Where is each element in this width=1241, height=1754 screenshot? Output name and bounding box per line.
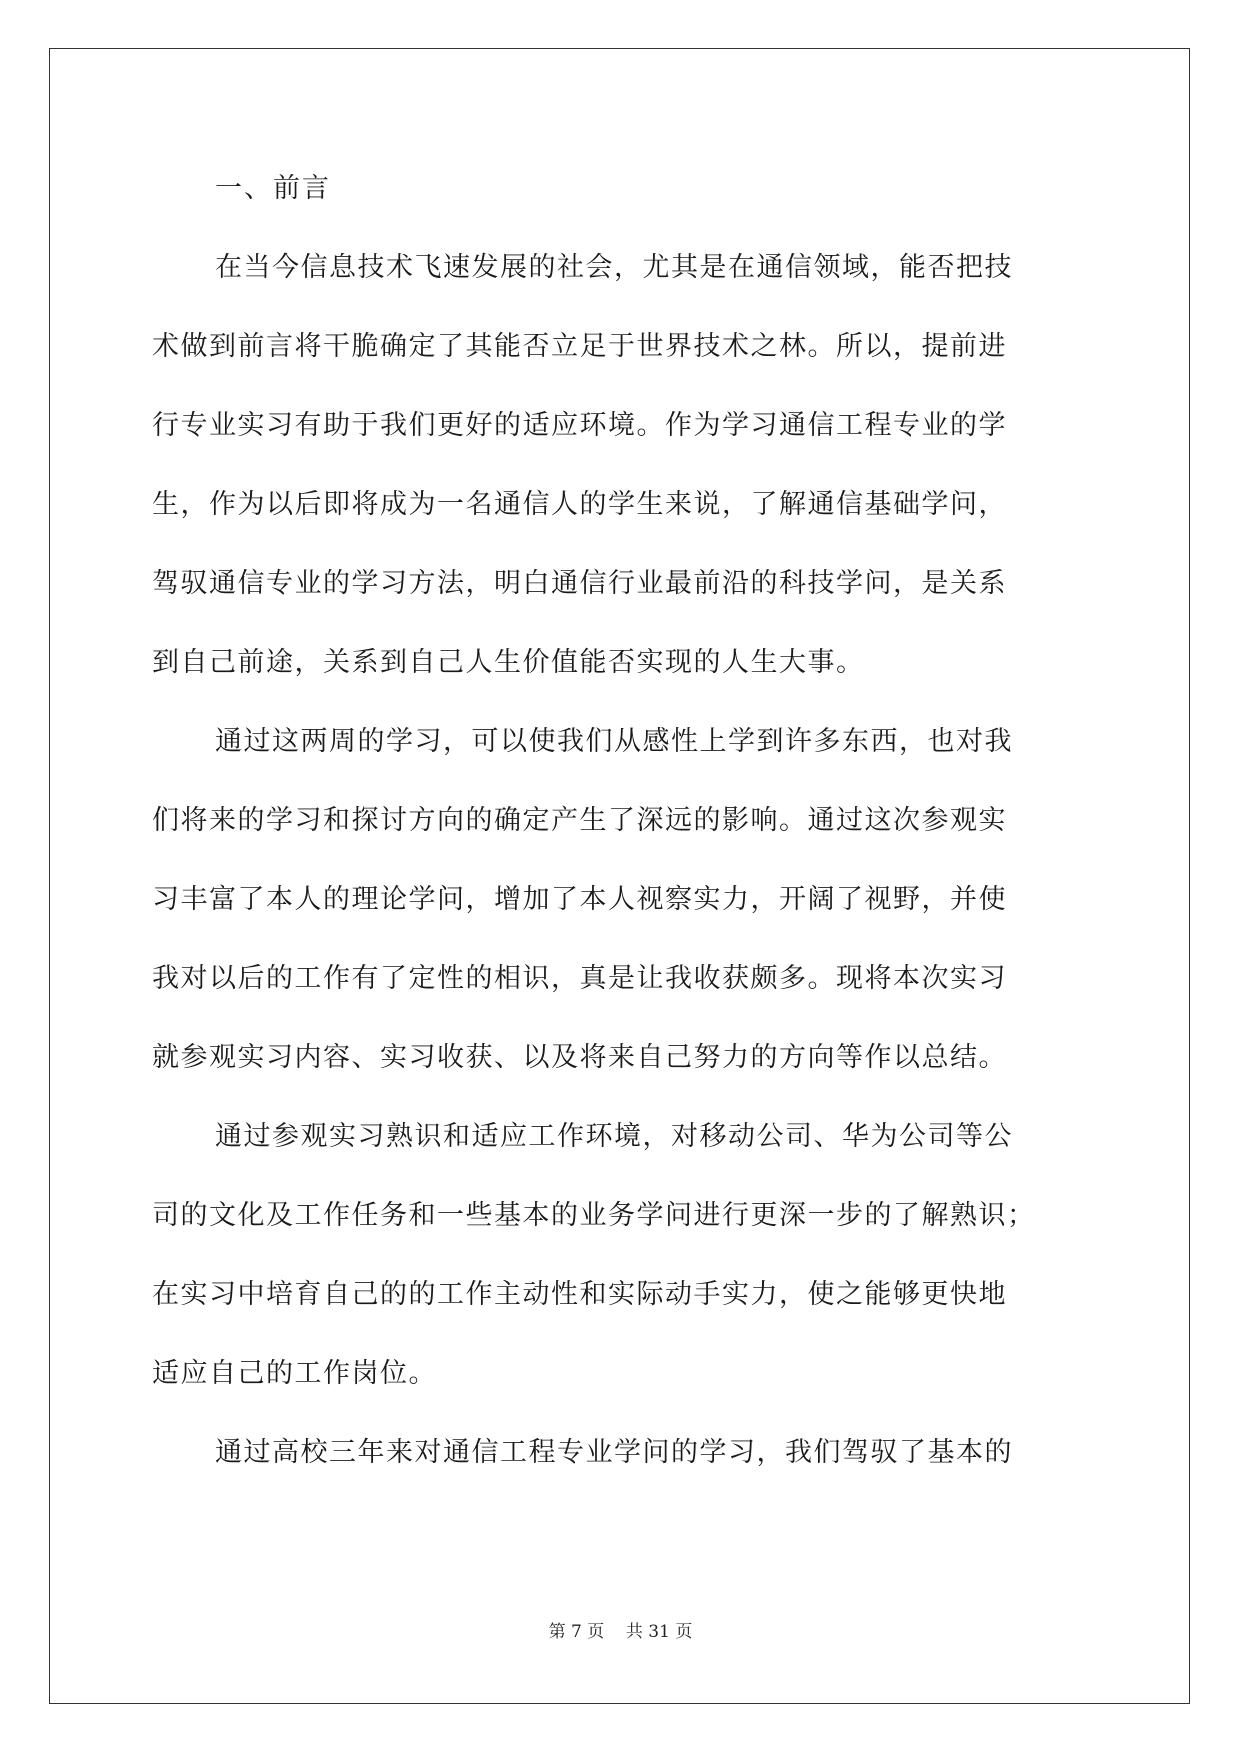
paragraph-line: 生，作为以后即将成为一名通信人的学生来说，了解通信基础学问，	[152, 489, 1007, 520]
paragraph-line: 驾驭通信专业的学习方法，明白通信行业最前沿的科技学问，是关系	[152, 568, 1007, 599]
paragraph-line: 行专业实习有助于我们更好的适应环境。作为学习通信工程专业的学	[152, 410, 1007, 441]
page-footer: 第 7 页 共 31 页	[548, 1622, 693, 1642]
paragraph-line: 术做到前言将干脆确定了其能否立足于世界技术之林。所以，提前进	[152, 331, 1007, 362]
paragraph-line: 通过高校三年来对通信工程专业学问的学习，我们驾驭了基本的	[215, 1437, 1013, 1468]
paragraph-line: 在当今信息技术飞速发展的社会，尤其是在通信领域，能否把技	[215, 252, 1013, 283]
document-body	[152, 170, 1092, 1513]
paragraph-line: 们将来的学习和探讨方向的确定产生了深远的影响。通过这次参观实	[152, 805, 1007, 836]
paragraph-line: 我对以后的工作有了定性的相识，真是让我收获颇多。现将本次实习	[152, 963, 1007, 994]
paragraph-line: 就参观实习内容、实习收获、以及将来自己努力的方向等作以总结。	[152, 1042, 1007, 1073]
paragraph-line: 适应自己的工作岗位。	[152, 1358, 437, 1389]
section-heading: 一、前言	[215, 173, 331, 204]
paragraph-line: 通过参观实习熟识和适应工作环境，对移动公司、华为公司等公	[215, 1121, 1013, 1152]
paragraph-line: 在实习中培育自己的的工作主动性和实际动手实力，使之能够更快地	[152, 1279, 1007, 1310]
paragraph-line: 习丰富了本人的理论学问，增加了本人视察实力，开阔了视野，并使	[152, 884, 1007, 915]
paragraph-line: 到自己前途，关系到自己人生价值能否实现的人生大事。	[152, 647, 865, 678]
paragraph-line: 司的文化及工作任务和一些基本的业务学问进行更深一步的了解熟识；	[152, 1200, 1036, 1231]
paragraph-line: 通过这两周的学习，可以使我们从感性上学到许多东西，也对我	[215, 726, 1013, 757]
